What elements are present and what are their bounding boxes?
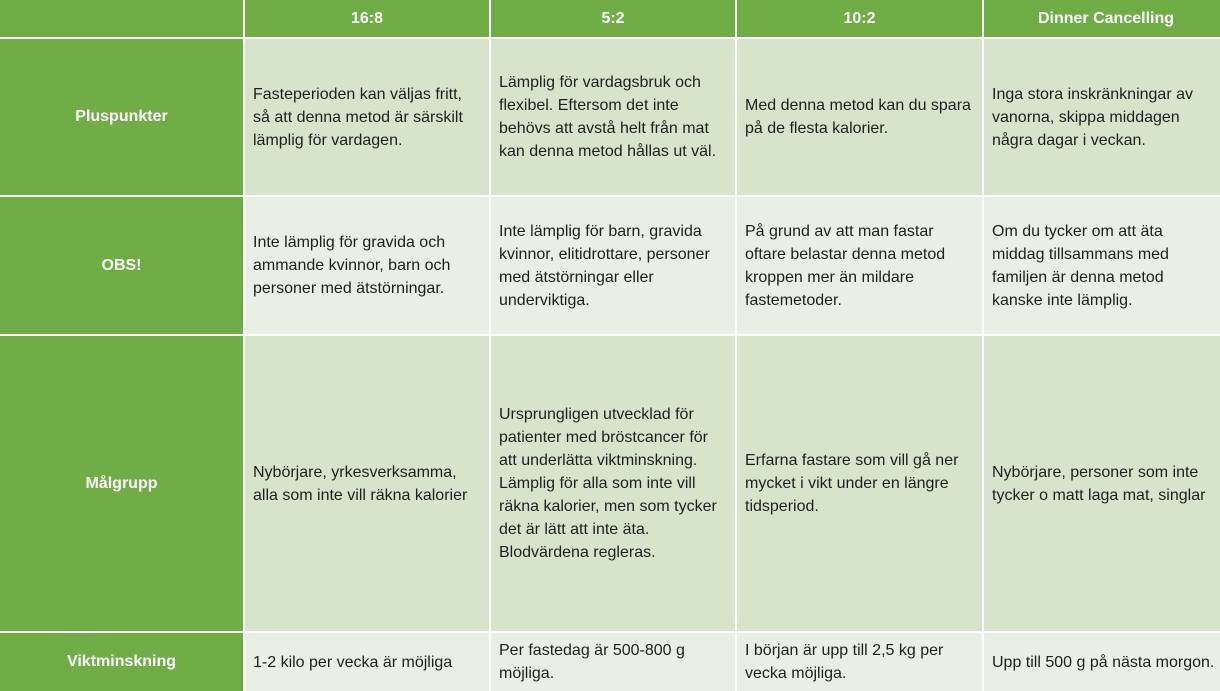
table-cell: Med denna metod kan du spara på de flesta kalorier.: [737, 39, 982, 195]
table-cell: Ursprungligen utvecklad för patienter med bröstcancer för att underlätta viktminskning. Lämplig för alla som inte vill räkna kalorier, men som tycker det är lätt att inte äta. Blodvärdena regleras.: [491, 336, 735, 631]
table-cell: Fasteperioden kan väljas fritt, så att denna metod är särskilt lämplig för vardagen.: [245, 39, 489, 195]
table-cell: Lämplig för vardagsbruk och flexibel. Eftersom det inte behövs att avstå helt från mat kan denna metod hållas ut väl.: [491, 39, 735, 195]
table-cell: Inte lämplig för barn, gravida kvinnor, elitidrottare, personer med ätstörningar eller underviktiga.: [491, 197, 735, 334]
table-cell: Erfarna fastare som vill gå ner mycket i vikt under en längre tidsperiod.: [737, 336, 982, 631]
column-header-10-2: 10:2: [737, 0, 982, 37]
column-header-5-2: 5:2: [491, 0, 735, 37]
table-cell: I början är upp till 2,5 kg per vecka möjliga.: [737, 633, 982, 691]
column-header-16-8: 16:8: [245, 0, 489, 37]
table-cell: Inte lämplig för gravida och ammande kvinnor, barn och personer med ätstörningar.: [245, 197, 489, 334]
table-cell: Nybörjare, personer som inte tycker o matt laga mat, singlar: [984, 336, 1220, 631]
table-cell: Om du tycker om att äta middag tillsammans med familjen är denna metod kanske inte lämplig.: [984, 197, 1220, 334]
table-cell: Per fastedag är 500-800 g möjliga.: [491, 633, 735, 691]
row-header-viktminskning: Viktminskning: [0, 633, 243, 691]
table-cell: Inga stora inskränkningar av vanorna, skippa middagen några dagar i veckan.: [984, 39, 1220, 195]
table-cell: Upp till 500 g på nästa morgon.: [984, 633, 1220, 691]
row-header-malgrupp: Målgrupp: [0, 336, 243, 631]
table-cell: Nybörjare, yrkesverksamma, alla som inte vill räkna kalorier: [245, 336, 489, 631]
column-header-dinner-cancelling: Dinner Cancelling: [984, 0, 1220, 37]
table-cell: På grund av att man fastar oftare belastar denna metod kroppen mer än mildare fastemetoder.: [737, 197, 982, 334]
table-cell: 1-2 kilo per vecka är möjliga: [245, 633, 489, 691]
corner-cell: [0, 0, 243, 37]
row-header-obs: OBS!: [0, 197, 243, 334]
row-header-pluspunkter: Pluspunkter: [0, 39, 243, 195]
